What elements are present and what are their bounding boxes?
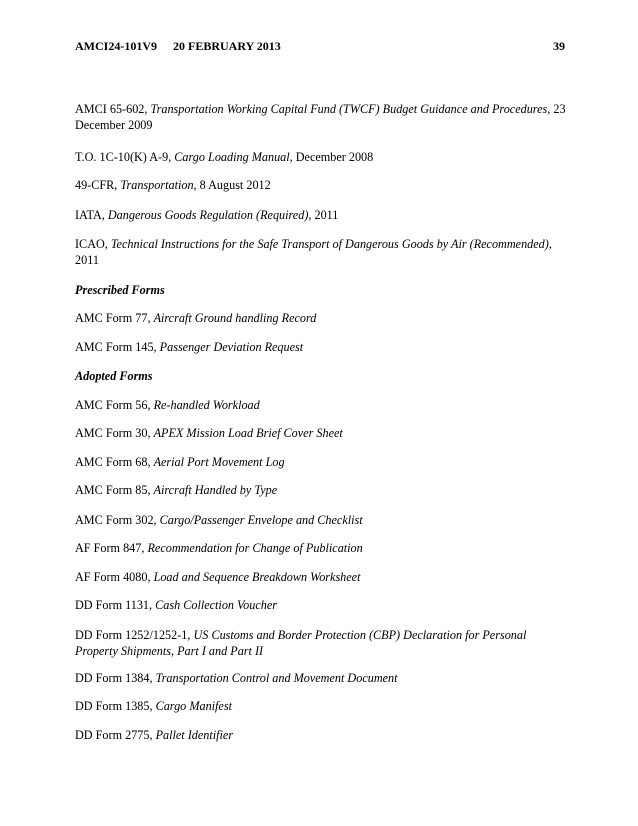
reference-prefix: ICAO, [75,237,111,251]
reference-suffix: , December 2008 [289,150,374,164]
form-prefix: AMC Form 77, [75,311,154,325]
reference-entry-to-1c-10k [75,149,567,165]
reference-entry-icao [75,236,567,268]
form-prefix: AMC Form 56, [75,398,154,412]
form-entry-amc-85 [75,482,567,498]
form-title: Aircraft Handled by Type [153,483,278,497]
form-title: Re-handled Workload [153,398,260,412]
form-entry-dd-1252 [75,627,567,659]
reference-prefix: IATA, [75,208,108,222]
form-title: Recommendation for Change of Publication [147,541,363,555]
reference-entry-iata [75,207,567,223]
form-title: Load and Sequence Breakdown Worksheet [153,570,361,584]
form-entry-dd-1131 [75,597,567,613]
form-entry-dd-1385 [75,698,567,714]
form-prefix: DD Form 1384, [75,671,156,685]
reference-title: Dangerous Goods Regulation (Required) [107,208,309,222]
form-prefix: DD Form 1385, [75,699,156,713]
form-title: Pallet Identifier [155,728,234,742]
form-prefix: AF Form 847, [75,541,148,555]
form-prefix: AMC Form 68, [75,455,154,469]
reference-prefix: AMCI 65-602, [75,102,151,116]
form-entry-dd-2775 [75,727,567,743]
form-prefix: AF Form 4080, [75,570,154,584]
form-title: Passenger Deviation Request [159,340,304,354]
form-title: Aircraft Ground handling Record [153,311,317,325]
form-title: Cargo/Passenger Envelope and Checklist [159,513,363,527]
reference-suffix: 2011 [75,253,99,267]
form-entry-af-847 [75,540,567,556]
form-entry-dd-1384 [75,670,567,686]
form-entry-af-4080 [75,569,567,585]
reference-suffix: , 2011 [308,208,339,222]
form-title: Transportation Control and Movement Document [155,671,398,685]
form-prefix: AMC Form 85, [75,483,154,497]
header-date: 20 FEBRUARY 2013 [173,39,281,53]
form-title: Aerial Port Movement Log [153,455,285,469]
header-page-number: 39 [553,39,565,53]
prescribed-forms-heading: Prescribed Forms [75,283,165,297]
reference-entry-amci-65-602 [75,101,567,133]
form-prefix: AMC Form 30, [75,426,154,440]
form-entry-amc-68 [75,454,567,470]
reference-prefix: 49-CFR, [75,178,121,192]
reference-title: Transportation [120,178,194,192]
reference-title: Transportation Working Capital Fund (TWCF) Budget Guidance and Procedures, [150,102,551,116]
adopted-forms-heading: Adopted Forms [75,369,153,383]
reference-title: Cargo Loading Manual [174,150,290,164]
form-title: Cargo Manifest [155,699,232,713]
form-entry-amc-77 [75,310,567,326]
header-doc-id: AMCI24-101V9 [75,39,157,53]
form-entry-amc-302 [75,512,567,528]
reference-prefix: T.O. 1C-10(K) A-9, [75,150,175,164]
form-title: Cash Collection Voucher [155,598,277,612]
form-entry-amc-56 [75,397,567,413]
form-prefix: AMC Form 145, [75,340,160,354]
form-prefix: DD Form 2775, [75,728,156,742]
document-page [75,0,565,826]
form-title: APEX Mission Load Brief Cover Sheet [153,426,343,440]
form-entry-amc-145 [75,339,567,355]
reference-suffix: , 8 August 2012 [193,178,271,192]
form-title: US Customs and Border Protection (CBP) Declaration for Personal Property Shipments, Part I and Part II [75,628,527,658]
form-prefix: AMC Form 302, [75,513,160,527]
form-entry-amc-30 [75,425,567,441]
reference-title: Technical Instructions for the Safe Transport of Dangerous Goods by Air (Recommended), [110,237,552,251]
reference-suffix: 23 December 2009 [75,102,566,132]
reference-entry-49-cfr [75,177,567,193]
form-prefix: DD Form 1131, [75,598,156,612]
form-prefix: DD Form 1252/1252-1, [75,628,194,642]
